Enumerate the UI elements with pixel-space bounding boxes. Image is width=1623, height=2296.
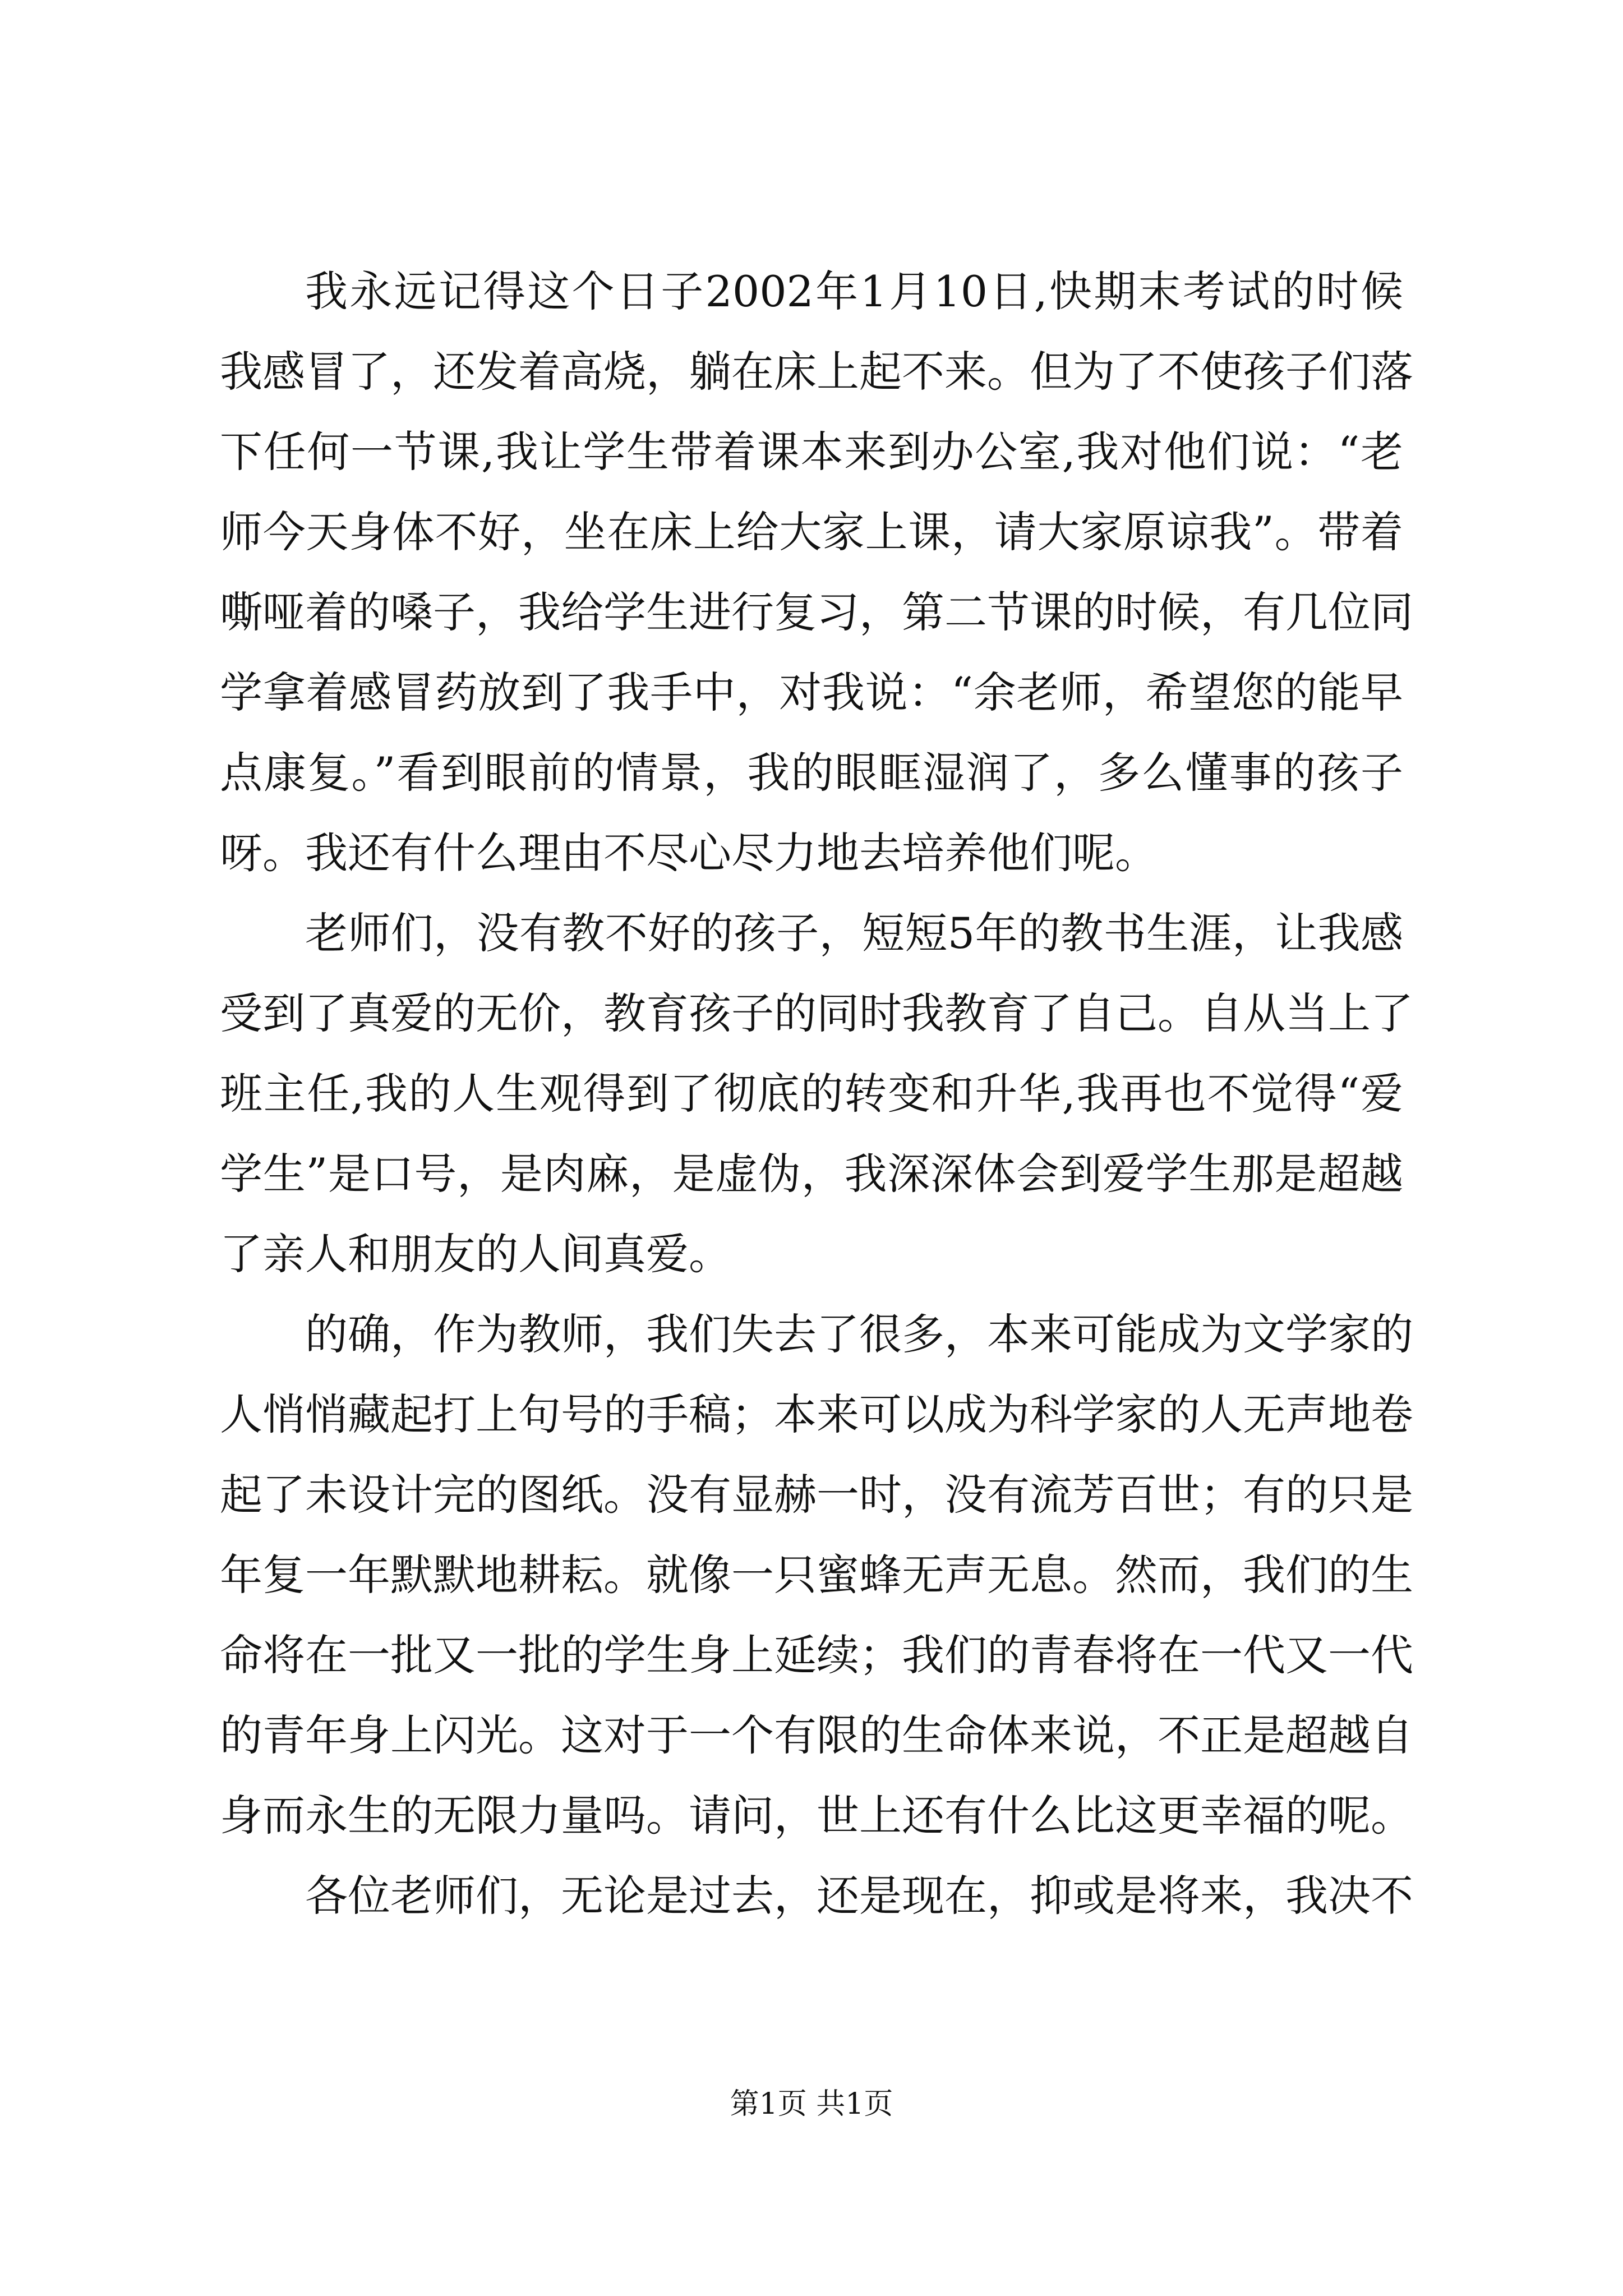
paragraph-3-line-3: 起了未设计完的图纸。没有显赫一时，没有流芳百世；有的只是: [220, 1470, 1413, 1520]
paragraph-1-line-6: 学拿着感冒药放到了我手中，对我说：“余老师，希望您的能早: [220, 668, 1403, 717]
paragraph-3-line-7: 身而永生的无限力量吗。请问，世上还有什么比这更幸福的呢。: [220, 1791, 1413, 1841]
paragraph-1-line-3: 下任何一节课,我让学生带着课本来到办公室,我对他们说：“老: [220, 427, 1403, 477]
paragraph-3-line-6: 的青年身上闪光。这对于一个有限的生命体来说，不正是超越自: [220, 1710, 1413, 1760]
paragraph-4-line-1: 各位老师们，无论是过去，还是现在，抑或是将来，我决不: [305, 1871, 1413, 1921]
paragraph-2-line-1: 老师们，没有教不好的孩子，短短5年的教书生涯，让我感: [305, 908, 1403, 958]
page-footer: 第1页 共1页: [730, 2087, 893, 2121]
paragraph-1-line-1: 我永远记得这个日子2002年1月10日,快期末考试的时候: [305, 266, 1403, 316]
paragraph-3-line-2: 人悄悄藏起打上句号的手稿；本来可以成为科学家的人无声地卷: [220, 1389, 1413, 1439]
paragraph-2-line-5: 了亲人和朋友的人间真爱。: [220, 1229, 731, 1279]
paragraph-1-line-8: 呀。我还有什么理由不尽心尽力地去培养他们呢。: [220, 828, 1158, 878]
paragraph-2-line-4: 学生”是口号，是肉麻，是虚伪，我深深体会到爱学生那是超越: [220, 1149, 1403, 1199]
paragraph-1-line-7: 点康复。”看到眼前的情景，我的眼眶湿润了，多么懂事的孩子: [220, 748, 1403, 798]
paragraph-3-line-4: 年复一年默默地耕耘。就像一只蜜蜂无声无息。然而，我们的生: [220, 1550, 1413, 1600]
paragraph-3-line-1: 的确，作为教师，我们失去了很多，本来可能成为文学家的: [305, 1309, 1413, 1359]
paragraph-1-line-5: 嘶哑着的嗓子，我给学生进行复习，第二节课的时候，有几位同: [220, 587, 1413, 637]
paragraph-1-line-2: 我感冒了，还发着高烧，躺在床上起不来。但为了不使孩子们落: [220, 347, 1413, 397]
paragraph-1-line-4: 师今天身体不好，坐在床上给大家上课，请大家原谅我”。带着: [220, 507, 1403, 557]
paragraph-3-line-5: 命将在一批又一批的学生身上延续；我们的青春将在一代又一代: [220, 1630, 1413, 1680]
paragraph-2-line-2: 受到了真爱的无价，教育孩子的同时我教育了自己。自从当上了: [220, 988, 1413, 1038]
paragraph-2-line-3: 班主任,我的人生观得到了彻底的转变和升华,我再也不觉得“爱: [220, 1069, 1403, 1119]
